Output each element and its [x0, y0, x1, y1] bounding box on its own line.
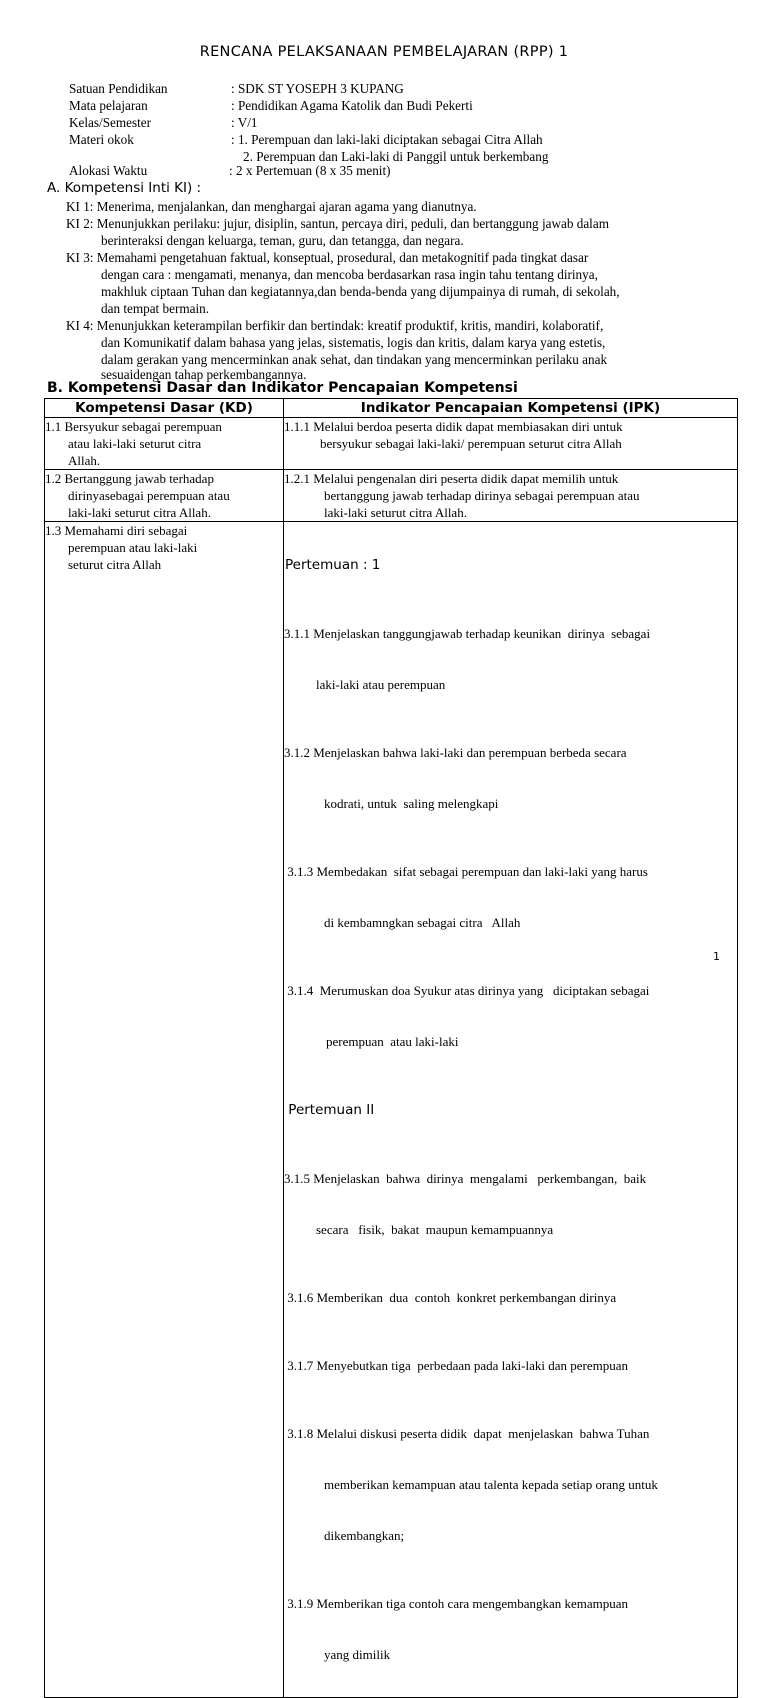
ipk-line: 1.1.1 Melalui berdoa peserta didik dapat membiasakan diri untuk [284, 419, 623, 434]
identity-label: Materi okok [69, 132, 134, 147]
ipk-line: 3.1.9 Memberikan tiga contoh cara mengembangkan kemampuan [284, 1596, 629, 1611]
ipk-line: kodrati, untuk saling melengkapi [324, 796, 499, 811]
ipk-line: bersyukur sebagai laki-laki/ perempuan seturut citra Allah [320, 436, 622, 451]
kd-line: 1.1 Bersyukur sebagai perempuan [45, 419, 222, 434]
ki-item: KI 2: Menunjukkan perilaku: jujur, disiplin, santun, percaya diri, peduli, dan bertanggung jawab dalam [66, 216, 609, 231]
table-row [45, 522, 738, 1698]
table-row [45, 418, 738, 470]
kd-line: Allah. [68, 453, 101, 468]
ipk-line: 3.1.6 Memberikan dua contoh konkret perkembangan dirinya [284, 1290, 617, 1305]
kd-line: perempuan atau laki-laki [68, 540, 198, 555]
ipk-cell [284, 522, 738, 1698]
ipk-line: yang dimilik [324, 1647, 391, 1662]
kd-line: dirinyasebagai perempuan atau [68, 488, 230, 503]
ipk-line: perempuan atau laki-laki [326, 1034, 459, 1049]
kd-line: 1.3 Memahami diri sebagai [45, 523, 188, 538]
ki-item-cont: makhluk ciptaan Tuhan dan kegiatannya,dan benda-benda yang dijumpainya di rumah, di sekolah, [101, 284, 620, 299]
kd-line: laki-laki seturut citra Allah. [68, 505, 211, 520]
section-b-heading: B. Kompetensi Dasar dan Indikator Pencapaian Kompetensi [47, 380, 518, 396]
ipk-line: 3.1.1 Menjelaskan tanggungjawab terhadap keunikan dirinya sebagai [284, 626, 651, 641]
kd-cell [45, 470, 284, 522]
ipk-line: 3.1.3 Membedakan sifat sebagai perempuan dan laki-laki yang harus [284, 864, 648, 879]
ipk-line: memberikan kemampuan atau talenta kepada setiap orang untuk [324, 1477, 658, 1492]
column-header-ipk: Indikator Pencapaian Kompetensi (IPK) [284, 399, 738, 418]
identity-label: Alokasi Waktu [69, 163, 148, 178]
ki-item-cont: berinteraksi dengan keluarga, teman, guru, dan tetangga, dan negara. [101, 233, 464, 248]
ipk-line: di kembamngkan sebagai citra Allah [324, 915, 521, 930]
identity-value: : Pendidikan Agama Katolik dan Budi Pekerti [231, 98, 473, 113]
ipk-line: 3.1.2 Menjelaskan bahwa laki-laki dan perempuan berbeda secara [284, 745, 627, 760]
identity-label: Satuan Pendidikan [69, 81, 168, 96]
identity-value: : 1. Perempuan dan laki-laki diciptakan sebagai Citra Allah [231, 132, 543, 147]
ipk-line: laki-laki seturut citra Allah. [324, 505, 467, 520]
meeting-heading: Pertemuan : 1 [285, 557, 381, 573]
ipk-line: laki-laki atau perempuan [316, 677, 446, 692]
identity-value: 2. Perempuan dan Laki-laki di Panggil untuk berkembang [243, 149, 549, 164]
ipk-line: secara fisik, bakat maupun kemampuannya [316, 1222, 554, 1237]
ipk-line: 3.1.4 Merumuskan doa Syukur atas dirinya yang diciptakan sebagai [284, 983, 650, 998]
ipk-line: 1.2.1 Melalui pengenalan diri peserta didik dapat memilih untuk [284, 471, 619, 486]
competency-table [44, 398, 738, 1698]
ipk-line: dikembangkan; [324, 1528, 405, 1543]
ki-item: KI 3: Memahami pengetahuan faktual, konseptual, prosedural, dan metakognitif pada tingkat dasar [66, 250, 589, 265]
ipk-cell [284, 418, 738, 470]
ipk-line: bertanggung jawab terhadap dirinya sebagai perempuan atau [324, 488, 640, 503]
table-row [45, 470, 738, 522]
kd-line: 1.2 Bertanggung jawab terhadap [45, 471, 214, 486]
ki-item-cont: sesuaidengan tahap perkembangannya. [101, 367, 307, 382]
kd-line: atau laki-laki seturut citra [68, 436, 202, 451]
ipk-cell [284, 470, 738, 522]
ki-item-cont: dan Komunikatif dalam bahasa yang jelas, sistematis, logis dan kritis, dalam karya yang estetis, [101, 335, 606, 350]
ki-item-cont: dengan cara : mengamati, menanya, dan mencoba berdasarkan rasa ingin tahu tentang dirinya, [101, 267, 598, 282]
identity-value: : SDK ST YOSEPH 3 KUPANG [231, 81, 404, 96]
ipk-line: 3.1.8 Melalui diskusi peserta didik dapat menjelaskan bahwa Tuhan [284, 1426, 650, 1441]
identity-label: Mata pelajaran [69, 98, 148, 113]
identity-label: Kelas/Semester [69, 115, 152, 130]
page-title: RENCANA PELAKSANAAN PEMBELAJARAN (RPP) 1 [199, 44, 569, 60]
ki-item-cont: dalam gerakan yang mencerminkan anak sehat, dan tindakan yang mencerminkan perilaku anak [101, 352, 608, 367]
kd-line: seturut citra Allah [68, 557, 162, 572]
ipk-line: 3.1.7 Menyebutkan tiga perbedaan pada laki-laki dan perempuan [284, 1358, 629, 1373]
ki-item: KI 4: Menunjukkan keterampilan berfikir dan bertindak: kreatif produktif, kritis, mandiri, kolaboratif, [66, 318, 604, 333]
identity-value: : 2 x Pertemuan (8 x 35 menit) [229, 163, 391, 178]
ki-item: KI 1: Menerima, menjalankan, dan menghargai ajaran agama yang dianutnya. [66, 199, 477, 214]
kd-cell [45, 418, 284, 470]
identity-value: : V/1 [231, 115, 258, 130]
meeting-heading: Pertemuan II [284, 1102, 375, 1118]
ipk-line: 3.1.5 Menjelaskan bahwa dirinya mengalami perkembangan, baik [284, 1171, 647, 1186]
kd-cell [45, 522, 284, 1698]
page-number: 1 [713, 950, 720, 963]
column-header-kd: Kompetensi Dasar (KD) [45, 399, 284, 418]
ki-item-cont: dan tempat bermain. [101, 301, 210, 316]
section-a-heading: A. Kompetensi Inti KI) : [47, 180, 202, 196]
